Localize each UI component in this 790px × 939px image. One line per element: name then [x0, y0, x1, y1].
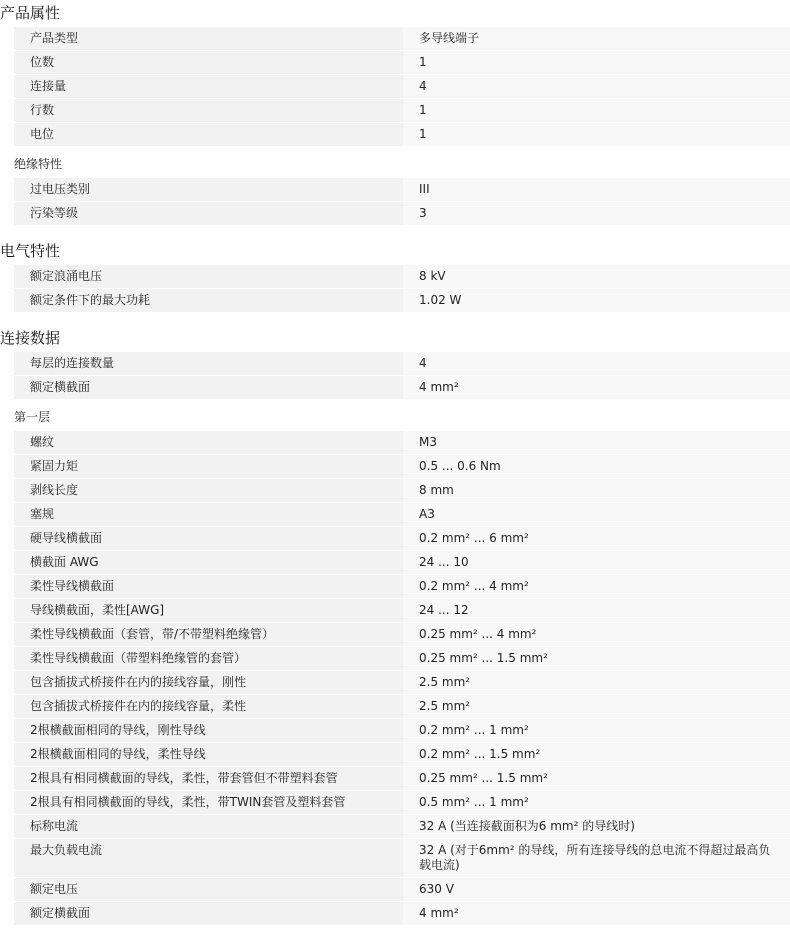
row-label: 紧固力矩	[14, 455, 403, 479]
row-value: 2.5 mm²	[403, 671, 790, 695]
table-row	[14, 767, 790, 791]
table-row	[14, 623, 790, 647]
row-value: 24 ... 10	[403, 551, 790, 575]
row-label: 2根具有相同横截面的导线，柔性，带TWIN套管及塑料套管	[14, 791, 403, 815]
table-row	[14, 289, 790, 313]
table-row	[14, 791, 790, 815]
row-value: 0.2 mm² ... 1 mm²	[403, 719, 790, 743]
row-label: 额定电压	[14, 878, 403, 902]
row-label: 包含插拔式桥接件在内的接线容量，柔性	[14, 695, 403, 719]
row-value: 1	[403, 123, 790, 147]
table-row	[14, 75, 790, 99]
row-label: 过电压类别	[14, 178, 403, 202]
row-label: 额定浪涌电压	[14, 265, 403, 289]
table-row	[14, 99, 790, 123]
table-row	[14, 599, 790, 623]
spec-table-electrical	[14, 265, 790, 313]
row-label: 柔性导线横截面	[14, 575, 403, 599]
row-value: 多导线端子	[403, 27, 790, 51]
row-label: 行数	[14, 99, 403, 123]
row-value: 0.25 mm² ... 1.5 mm²	[403, 767, 790, 791]
table-row	[14, 575, 790, 599]
row-value: 8 mm	[403, 479, 790, 503]
row-label: 剥线长度	[14, 479, 403, 503]
table-row	[14, 839, 790, 878]
row-label: 包含插拔式桥接件在内的接线容量，刚性	[14, 671, 403, 695]
row-label: 2根横截面相同的导线，刚性导线	[14, 719, 403, 743]
row-value: 8 kV	[403, 265, 790, 289]
table-row	[14, 178, 790, 202]
row-value: 4	[403, 352, 790, 376]
table-row	[14, 202, 790, 226]
row-value: 4 mm²	[403, 376, 790, 400]
row-value: 0.2 mm² ... 1.5 mm²	[403, 743, 790, 767]
spec-table-first-level	[14, 431, 790, 926]
row-value: 1.02 W	[403, 289, 790, 313]
row-label: 额定横截面	[14, 376, 403, 400]
table-row	[14, 551, 790, 575]
table-row	[14, 743, 790, 767]
spec-table-connection	[14, 352, 790, 400]
table-row	[14, 265, 790, 289]
row-label: 2根横截面相同的导线，柔性导线	[14, 743, 403, 767]
table-row	[14, 455, 790, 479]
row-label: 额定条件下的最大功耗	[14, 289, 403, 313]
row-label: 柔性导线横截面（带塑料绝缘管的套管）	[14, 647, 403, 671]
row-value: 0.5 ... 0.6 Nm	[403, 455, 790, 479]
row-label: 塞规	[14, 503, 403, 527]
table-row	[14, 352, 790, 376]
section-title-electrical: 电气特性	[0, 242, 61, 260]
row-label: 产品类型	[14, 27, 403, 51]
row-value: 24 ... 12	[403, 599, 790, 623]
spec-table-insulation	[14, 178, 790, 226]
row-label: 横截面 AWG	[14, 551, 403, 575]
table-row	[14, 51, 790, 75]
table-row	[14, 479, 790, 503]
section-title-connection: 连接数据	[0, 329, 61, 347]
table-row	[14, 527, 790, 551]
row-value: 0.2 mm² ... 6 mm²	[403, 527, 790, 551]
row-label: 污染等级	[14, 202, 403, 226]
table-row	[14, 27, 790, 51]
row-value: 0.25 mm² ... 1.5 mm²	[403, 647, 790, 671]
row-label: 硬导线横截面	[14, 527, 403, 551]
table-row	[14, 647, 790, 671]
row-label: 连接量	[14, 75, 403, 99]
row-value: 2.5 mm²	[403, 695, 790, 719]
table-row	[14, 503, 790, 527]
table-row	[14, 431, 790, 455]
row-value: A3	[403, 503, 790, 527]
table-row	[14, 123, 790, 147]
table-row	[14, 878, 790, 902]
row-value: 1	[403, 99, 790, 123]
table-row	[14, 815, 790, 839]
subsection-title-insulation: 绝缘特性	[14, 157, 63, 171]
row-value: 3	[403, 202, 790, 226]
row-label: 标称电流	[14, 815, 403, 839]
row-value: 0.25 mm² ... 4 mm²	[403, 623, 790, 647]
row-label: 每层的连接数量	[14, 352, 403, 376]
table-row	[14, 376, 790, 400]
row-value: 1	[403, 51, 790, 75]
table-row	[14, 671, 790, 695]
section-title-product-properties: 产品属性	[0, 4, 61, 22]
table-row	[14, 695, 790, 719]
row-label: 2根具有相同横截面的导线，柔性，带套管但不带塑料套管	[14, 767, 403, 791]
row-value: 630 V	[403, 878, 790, 902]
row-label: 额定横截面	[14, 902, 403, 926]
table-row	[14, 719, 790, 743]
row-value: III	[403, 178, 790, 202]
row-label: 螺纹	[14, 431, 403, 455]
row-value: 0.2 mm² ... 4 mm²	[403, 575, 790, 599]
row-value: 0.5 mm² ... 1 mm²	[403, 791, 790, 815]
row-value: M3	[403, 431, 790, 455]
row-value: 32 A (当连接截面积为6 mm² 的导线时)	[403, 815, 790, 839]
row-value: 4	[403, 75, 790, 99]
row-label: 最大负载电流	[14, 839, 403, 878]
subsection-title-first-level: 第一层	[14, 410, 51, 424]
row-value: 4 mm²	[403, 902, 790, 926]
row-label: 电位	[14, 123, 403, 147]
spec-table-product-properties	[14, 27, 790, 147]
table-row	[14, 902, 790, 926]
row-label: 柔性导线横截面（套管，带/不带塑料绝缘管）	[14, 623, 403, 647]
row-label: 位数	[14, 51, 403, 75]
row-label: 导线横截面，柔性[AWG]	[14, 599, 403, 623]
row-value: 32 A (对于6mm² 的导线，所有连接导线的总电流不得超过最高负载电流)	[403, 839, 790, 878]
